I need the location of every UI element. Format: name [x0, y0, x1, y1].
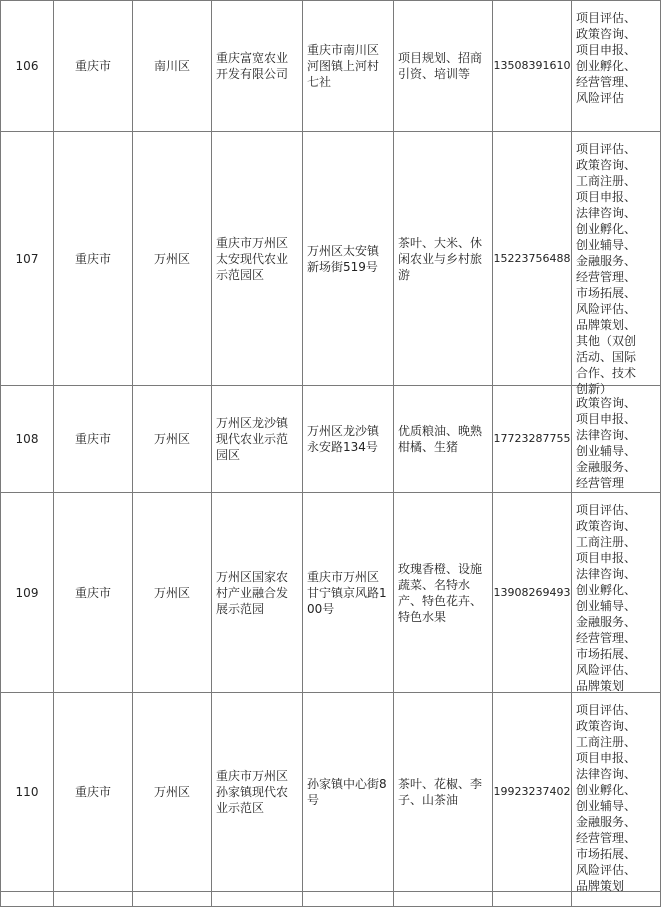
service-item: 创新） [576, 382, 613, 396]
row-number: 110 [1, 693, 54, 892]
phone-cell: 17723287755 [493, 386, 572, 493]
row-number: 109 [1, 493, 54, 693]
service-item: 政策咨询、 [576, 158, 637, 172]
service-item: 项目申报、 [576, 43, 637, 57]
industry-cell: 茶叶、大米、休闲农业与乡村旅游 [394, 132, 493, 386]
service-item: 政策咨询、 [576, 396, 637, 410]
service-item: 创业孵化、 [576, 222, 637, 236]
service-item: 创业孵化、 [576, 783, 637, 797]
service-item: 活动、国际 [576, 350, 637, 364]
services-list [576, 693, 656, 891]
empty-cell [54, 892, 133, 907]
service-item: 工商注册、 [576, 535, 637, 549]
service-item: 创业辅导、 [576, 444, 637, 458]
phone-cell: 13508391610 [493, 1, 572, 132]
table-row [1, 386, 661, 493]
empty-cell [133, 892, 212, 907]
services-cell [572, 132, 661, 396]
service-item: 项目申报、 [576, 412, 637, 426]
empty-cell [303, 892, 394, 907]
district-cell: 万州区 [133, 132, 212, 386]
industry-cell: 优质粮油、晚熟柑橘、生猪 [394, 386, 493, 493]
service-item: 法律咨询、 [576, 206, 637, 220]
district-cell: 南川区 [133, 1, 212, 132]
service-item: 项目申报、 [576, 190, 637, 204]
services-cell [572, 1, 661, 132]
district-cell: 万州区 [133, 386, 212, 493]
empty-cell [493, 892, 572, 907]
services-list [576, 1, 656, 131]
service-item: 项目评估、 [576, 703, 637, 717]
service-item: 风险评估 [576, 91, 625, 105]
service-item: 风险评估、 [576, 302, 637, 316]
service-item: 合作、技术 [576, 366, 637, 380]
service-item: 法律咨询、 [576, 767, 637, 781]
services-list [576, 132, 656, 396]
service-item: 法律咨询、 [576, 428, 637, 442]
base-name-cell: 重庆富宽农业开发有限公司 [212, 1, 303, 132]
services-list [576, 386, 656, 492]
service-item: 经营管理、 [576, 75, 637, 89]
service-item: 项目评估、 [576, 142, 637, 156]
service-item: 经营管理 [576, 476, 625, 490]
services-cell [572, 693, 661, 892]
city-cell: 重庆市 [54, 1, 133, 132]
service-item: 市场拓展、 [576, 647, 637, 661]
empty-cell [212, 892, 303, 907]
service-item: 创业辅导、 [576, 599, 637, 613]
service-item: 项目申报、 [576, 551, 637, 565]
base-name-cell: 重庆市万州区太安现代农业示范园区 [212, 132, 303, 386]
service-item: 经营管理、 [576, 831, 637, 845]
city-cell: 重庆市 [54, 493, 133, 693]
service-item: 金融服务、 [576, 815, 637, 829]
services-cell [572, 386, 661, 493]
service-item: 经营管理、 [576, 270, 637, 284]
service-item: 品牌策划 [576, 679, 625, 693]
base-name-cell: 重庆市万州区孙家镇现代农业示范区 [212, 693, 303, 892]
services-list [576, 493, 656, 692]
city-cell: 重庆市 [54, 132, 133, 386]
row-number: 106 [1, 1, 54, 132]
row-number: 107 [1, 132, 54, 386]
service-item: 政策咨询、 [576, 719, 637, 733]
service-item: 风险评估、 [576, 663, 637, 677]
industry-cell: 玫瑰香橙、设施蔬菜、名特水产、特色花卉、特色水果 [394, 493, 493, 693]
services-cell [572, 493, 661, 693]
table-row [1, 132, 661, 386]
address-cell: 万州区龙沙镇永安路134号 [303, 386, 394, 493]
service-item: 工商注册、 [576, 174, 637, 188]
service-item: 市场拓展、 [576, 286, 637, 300]
service-item: 项目申报、 [576, 751, 637, 765]
service-item: 市场拓展、 [576, 847, 637, 861]
table-row [1, 892, 661, 907]
service-item: 创业孵化、 [576, 583, 637, 597]
industry-cell: 项目规划、招商引资、培训等 [394, 1, 493, 132]
base-name-cell: 万州区龙沙镇现代农业示范园区 [212, 386, 303, 493]
service-item: 经营管理、 [576, 631, 637, 645]
service-item: 品牌策划、 [576, 318, 637, 332]
empty-cell [1, 892, 54, 907]
city-cell: 重庆市 [54, 693, 133, 892]
address-cell: 孙家镇中心街8号 [303, 693, 394, 892]
service-item: 金融服务、 [576, 615, 637, 629]
service-item: 其他（双创 [576, 334, 637, 348]
service-item: 工商注册、 [576, 735, 637, 749]
district-cell: 万州区 [133, 693, 212, 892]
empty-cell [394, 892, 493, 907]
base-name-cell: 万州区国家农村产业融合发展示范园 [212, 493, 303, 693]
address-cell: 重庆市万州区甘宁镇京风路100号 [303, 493, 394, 693]
phone-cell: 13908269493 [493, 493, 572, 693]
service-item: 风险评估、 [576, 863, 637, 877]
service-item: 法律咨询、 [576, 567, 637, 581]
table-row [1, 693, 661, 892]
industry-cell: 茶叶、花椒、李子、山茶油 [394, 693, 493, 892]
service-item: 项目评估、 [576, 11, 637, 25]
row-number: 108 [1, 386, 54, 493]
service-item: 创业辅导、 [576, 799, 637, 813]
phone-cell: 15223756488 [493, 132, 572, 386]
service-item: 品牌策划 [576, 879, 625, 893]
district-cell: 万州区 [133, 493, 212, 693]
address-cell: 重庆市南川区河图镇上河村七社 [303, 1, 394, 132]
table-body [1, 1, 661, 907]
address-cell: 万州区太安镇新场街519号 [303, 132, 394, 386]
service-item: 政策咨询、 [576, 27, 637, 41]
service-item: 金融服务、 [576, 254, 637, 268]
phone-cell: 19923237402 [493, 693, 572, 892]
service-item: 政策咨询、 [576, 519, 637, 533]
table-row [1, 1, 661, 132]
table-row [1, 493, 661, 693]
city-cell: 重庆市 [54, 386, 133, 493]
service-item: 创业辅导、 [576, 238, 637, 252]
service-item: 项目评估、 [576, 503, 637, 517]
service-item: 金融服务、 [576, 460, 637, 474]
service-item: 创业孵化、 [576, 59, 637, 73]
